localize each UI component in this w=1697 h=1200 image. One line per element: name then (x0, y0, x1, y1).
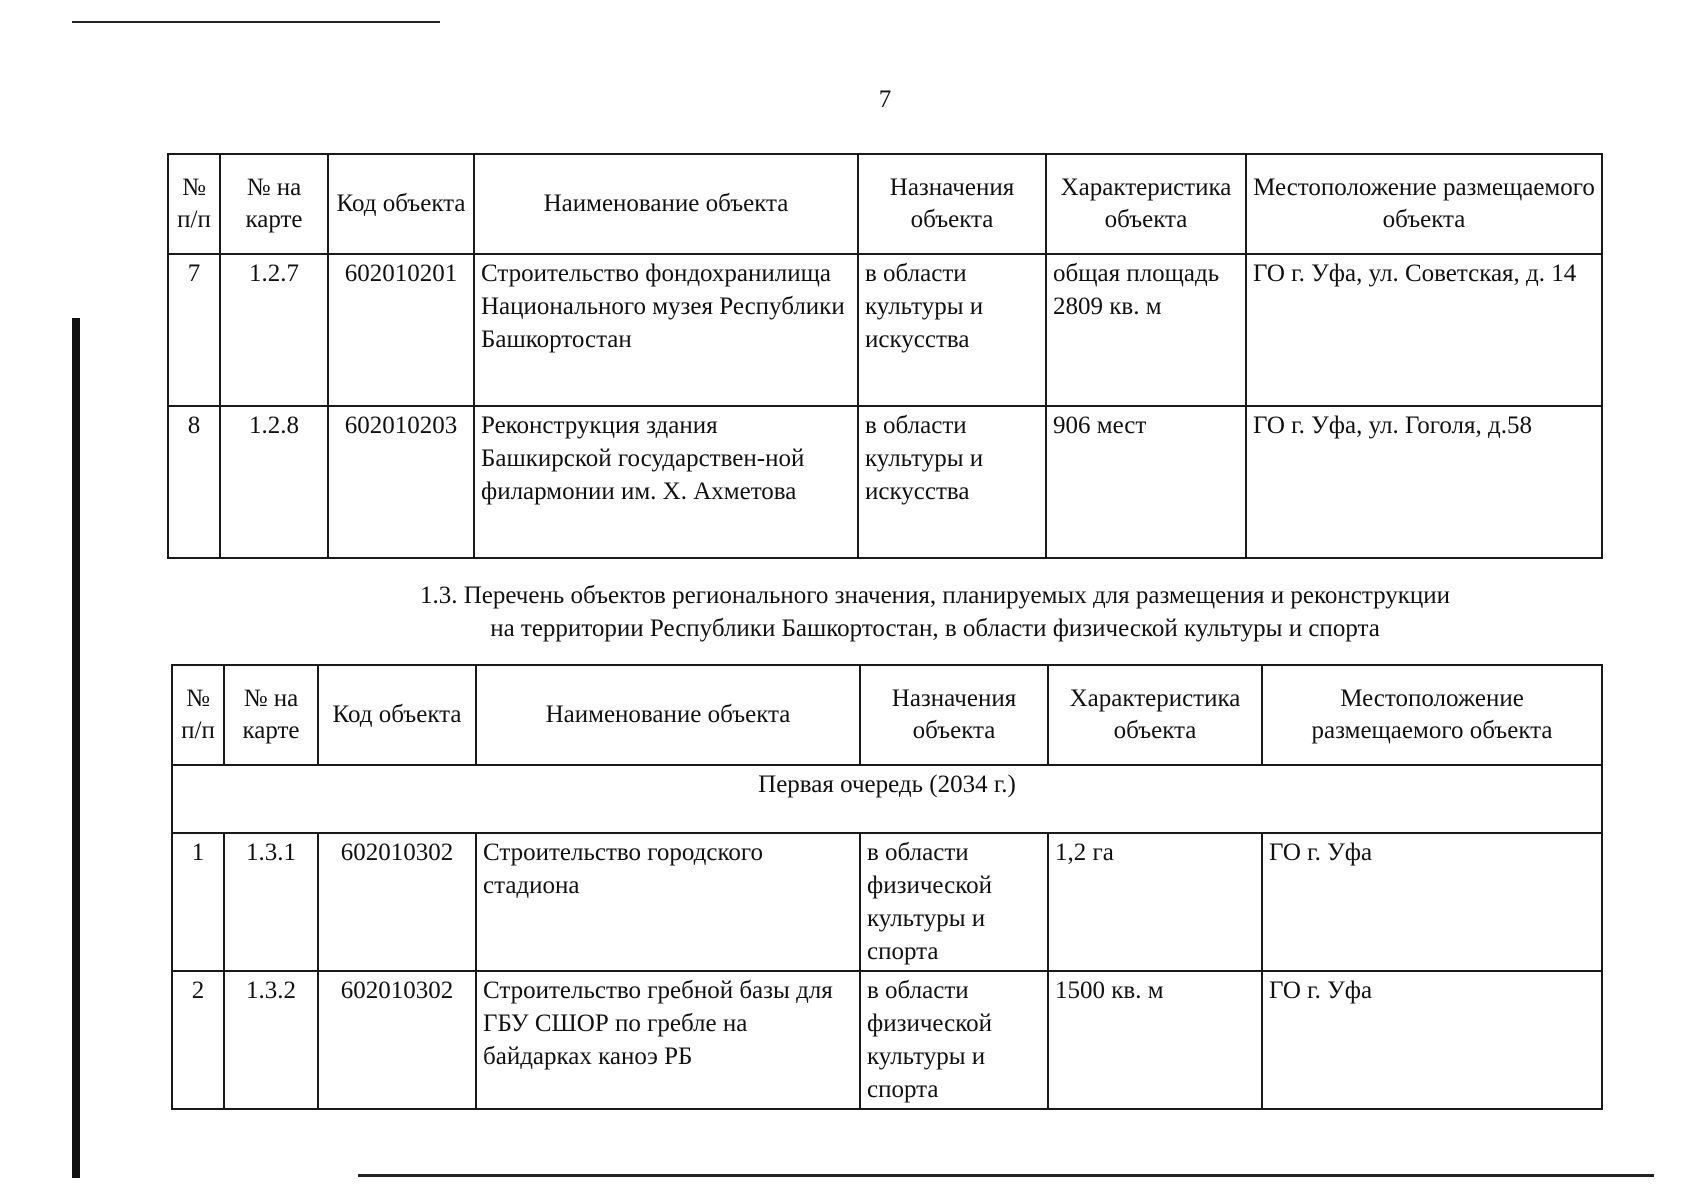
cell-num: 1 (172, 833, 224, 971)
scan-artifact-top-line (72, 21, 440, 23)
objects-table-sport (171, 664, 1603, 1110)
cell-name: Реконструкция здания Башкирской государствен-ной филармонии им. Х. Ахметова (474, 406, 858, 558)
table-header-row (172, 665, 1602, 765)
cell-location: ГО г. Уфа (1262, 971, 1602, 1109)
section-title (330, 579, 1540, 645)
cell-num: 2 (172, 971, 224, 1109)
cell-characteristic: общая площадь 2809 кв. м (1046, 254, 1246, 406)
group-label-cell: Первая очередь (2034 г.) (172, 765, 1602, 833)
table-group-row (172, 765, 1602, 833)
cell-code: 602010302 (318, 971, 476, 1109)
table-row (172, 833, 1602, 971)
cell-characteristic: 906 мест (1046, 406, 1246, 558)
cell-location: ГО г. Уфа, ул. Советская, д. 14 (1246, 254, 1602, 406)
cell-map-num: 1.2.7 (220, 254, 328, 406)
cell-code: 602010203 (328, 406, 474, 558)
table-row (168, 406, 1602, 558)
table-header-row (168, 154, 1602, 254)
section-title-line-2: на территории Республики Башкортостан, в области физической культуры и спорта (490, 615, 1380, 642)
cell-location: ГО г. Уфа, ул. Гоголя, д.58 (1246, 406, 1602, 558)
header-cell-location: Местоположение размещаемого объекта (1262, 665, 1602, 765)
header-cell-characteristic: Характеристика объекта (1046, 154, 1246, 254)
header-cell-characteristic: Характеристика объекта (1048, 665, 1262, 765)
header-cell-code: Код объекта (318, 665, 476, 765)
cell-code: 602010302 (318, 833, 476, 971)
header-cell-map-num: № на карте (224, 665, 318, 765)
header-cell-num: № п/п (168, 154, 220, 254)
cell-num: 8 (168, 406, 220, 558)
cell-characteristic: 1500 кв. м (1048, 971, 1262, 1109)
objects-table-culture (167, 153, 1603, 559)
section-title-line-1: 1.3. Перечень объектов регионального значения, планируемых для размещения и реконструкции (419, 582, 1451, 609)
table-row (168, 254, 1602, 406)
header-cell-map-num: № на карте (220, 154, 328, 254)
cell-num: 7 (168, 254, 220, 406)
header-cell-code: Код объекта (328, 154, 474, 254)
header-cell-num: № п/п (172, 665, 224, 765)
cell-name: Строительство городского стадиона (476, 833, 860, 971)
cell-map-num: 1.3.2 (224, 971, 318, 1109)
header-cell-name: Наименование объекта (474, 154, 858, 254)
cell-purpose: в области культуры и искусства (858, 254, 1046, 406)
header-cell-purpose: Назначения объекта (860, 665, 1048, 765)
table-row (172, 971, 1602, 1109)
cell-name: Строительство гребной базы для ГБУ СШОР по гребле на байдарках каноэ РБ (476, 971, 860, 1109)
header-cell-location: Местоположение размещаемого объекта (1246, 154, 1602, 254)
cell-location: ГО г. Уфа (1262, 833, 1602, 971)
cell-purpose: в области культуры и искусства (858, 406, 1046, 558)
scan-artifact-bottom-line (358, 1174, 1654, 1177)
cell-purpose: в области физической культуры и спорта (860, 971, 1048, 1109)
cell-code: 602010201 (328, 254, 474, 406)
cell-name: Строительство фондохранилища Национального музея Республики Башкортостан (474, 254, 858, 406)
cell-map-num: 1.3.1 (224, 833, 318, 971)
page-number: 7 (878, 86, 892, 113)
header-cell-purpose: Назначения объекта (858, 154, 1046, 254)
scan-artifact-left-bar (72, 318, 80, 1178)
cell-purpose: в области физической культуры и спорта (860, 833, 1048, 971)
header-cell-name: Наименование объекта (476, 665, 860, 765)
cell-characteristic: 1,2 га (1048, 833, 1262, 971)
cell-map-num: 1.2.8 (220, 406, 328, 558)
